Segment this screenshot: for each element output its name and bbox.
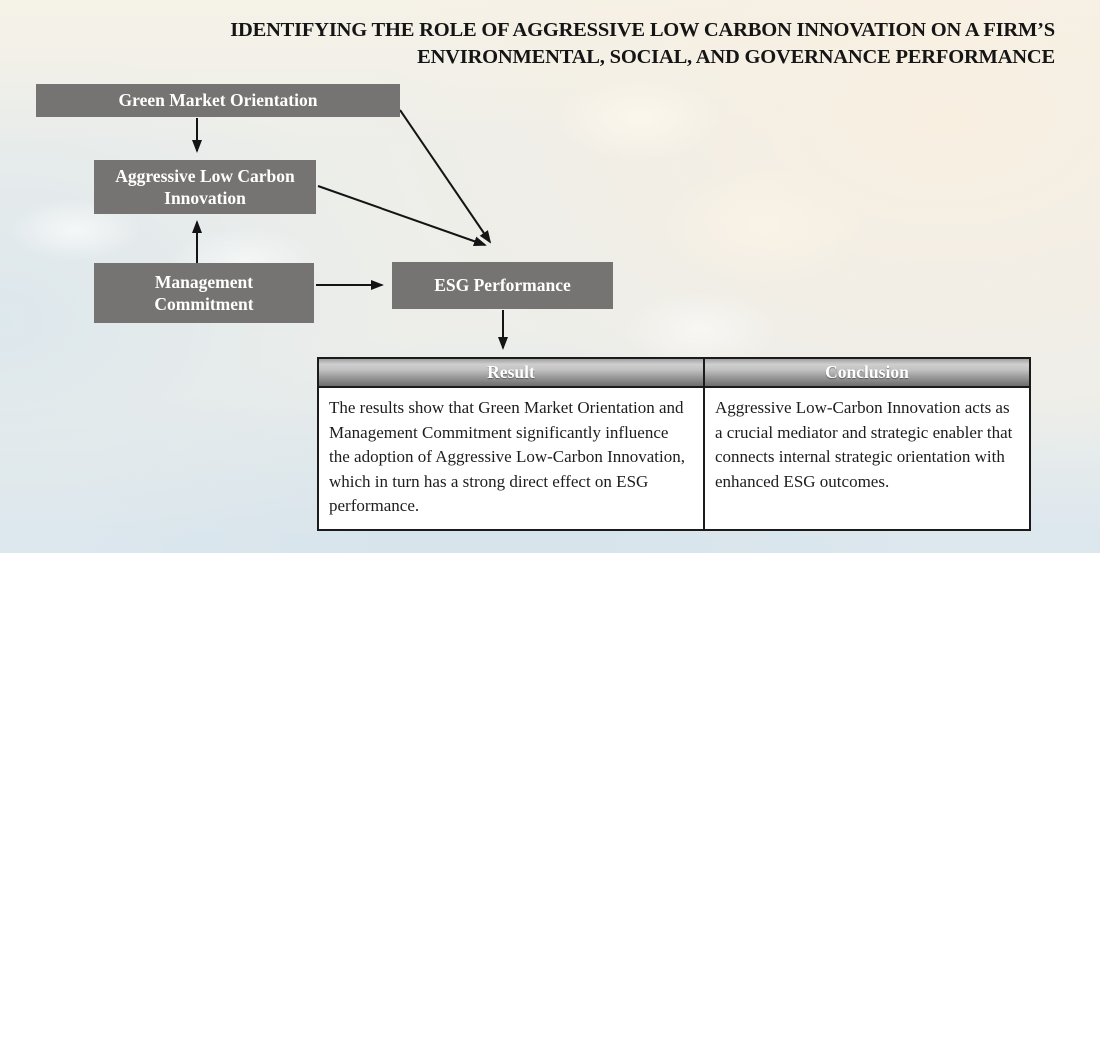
- table-cell-conclusion: Aggressive Low-Carbon Innovation acts as a crucial mediator and strategic enabler that connects internal strategic orientation with enhanced ESG outcomes.: [703, 388, 1029, 529]
- page-title: [120, 17, 1055, 70]
- table-header-result: Result: [319, 359, 703, 388]
- page-title-line2: ENVIRONMENTAL, SOCIAL, AND GOVERNANCE PERFORMANCE: [417, 45, 1055, 68]
- node-management-commitment: [94, 263, 314, 323]
- table-header-conclusion: Conclusion: [703, 359, 1029, 388]
- node-label: ESG Performance: [434, 275, 571, 296]
- page-title-line1: IDENTIFYING THE ROLE OF AGGRESSIVE LOW CARBON INNOVATION ON A FIRM’S: [230, 19, 1055, 41]
- result-conclusion-table: [317, 357, 1031, 531]
- node-label: Green Market Orientation: [118, 90, 318, 111]
- node-label: Aggressive Low Carbon Innovation: [115, 165, 295, 208]
- node-aggressive-low-carbon-innovation: [94, 160, 316, 214]
- node-esg-performance: [392, 262, 613, 309]
- node-label: Management Commitment: [154, 271, 254, 314]
- table-cell-result: The results show that Green Market Orientation and Management Commitment significantly influence the adoption of Aggressive Low-Carbon Innovation, which in turn has a strong direct effect on ESG performance.: [319, 388, 703, 529]
- node-green-market-orientation: [36, 84, 400, 117]
